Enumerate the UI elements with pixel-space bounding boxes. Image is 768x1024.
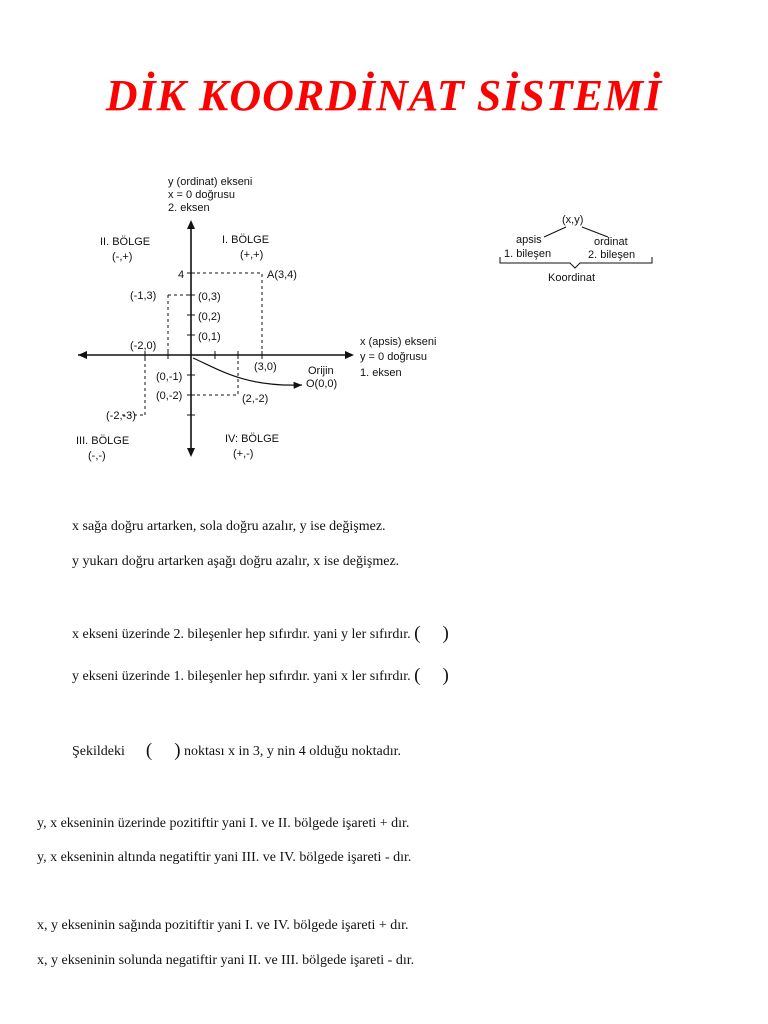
origin-label: Orijin xyxy=(308,365,334,377)
region-2-name: II. BÖLGE xyxy=(100,236,151,248)
point-3-0-label: (3,0) xyxy=(254,361,277,373)
text-line-7: y, x ekseninin altında negatiftir yani III. ve IV. bölgede işareti - dır. xyxy=(37,850,412,865)
coord-pair-label: (x,y) xyxy=(562,214,584,226)
point-0-1-label: (0,1) xyxy=(198,331,221,343)
text-line-9: x, y ekseninin solunda negatiftir yani II. ve III. bölgede işareti - dır. xyxy=(37,953,415,968)
point-2-m2-label: (2,-2) xyxy=(242,393,269,405)
x-axis-left-arrow xyxy=(78,351,87,359)
region-3-name: III. BÖLGE xyxy=(76,435,130,447)
coordinate-figure-svg xyxy=(70,165,670,465)
point-0-3-label: (0,3) xyxy=(198,291,221,303)
point-m1-3-label: (-1,3) xyxy=(130,290,157,302)
coord-left-branch xyxy=(544,227,566,237)
region-3-sign: (-,-) xyxy=(88,450,106,462)
answer-blank-open-2: ( xyxy=(414,665,421,686)
region-1-name: I. BÖLGE xyxy=(222,234,270,246)
text-line-3 xyxy=(72,622,449,644)
answer-blank-close-1: ) xyxy=(442,623,449,644)
y-axis-label-3: 2. eksen xyxy=(168,202,210,214)
text-line-4 xyxy=(72,664,449,686)
text-line-5-pre: Şekildeki xyxy=(72,744,125,759)
region-1-sign: (+,+) xyxy=(240,249,264,261)
answer-blank-close-2: ) xyxy=(442,665,449,686)
answer-blank-open-3: ( xyxy=(145,740,153,761)
coord-ordinat-sub: 2. bileşen xyxy=(588,249,636,261)
coord-ordinat-label: ordinat xyxy=(594,236,628,248)
x-axis-label-2: y = 0 doğrusu xyxy=(360,351,427,363)
x-axis-right-arrow xyxy=(345,351,354,359)
text-line-3-content: x ekseni üzerinde 2. bileşenler hep sıfırdır. yani y ler sıfırdır. xyxy=(72,627,411,642)
text-line-8: x, y ekseninin sağında pozitiftir yani I. ve IV. bölgede işareti + dır. xyxy=(37,918,409,933)
y-axis-label-2: x = 0 doğrusu xyxy=(168,189,235,201)
text-line-4-content: y ekseni üzerinde 1. bileşenler hep sıfırdır. yani x ler sıfırdır. xyxy=(72,669,411,684)
y-axis-top-arrow xyxy=(187,220,195,229)
y-axis-label-1: y (ordinat) ekseni xyxy=(168,176,253,188)
x-axis-label-3: 1. eksen xyxy=(360,367,402,379)
coord-apsis-label: apsis xyxy=(516,234,542,246)
page-title: DİK KOORDİNAT SİSTEMİ xyxy=(105,71,663,120)
origin-point-label: O(0,0) xyxy=(306,378,338,390)
coord-apsis-sub: 1. bileşen xyxy=(504,248,552,260)
answer-blank-open-1: ( xyxy=(414,623,421,644)
coordinate-system-figure xyxy=(70,165,670,465)
point-0-m1-label: (0,-1) xyxy=(156,371,183,383)
region-4-name: IV: BÖLGE xyxy=(225,433,280,445)
answer-blank-close-3: ) xyxy=(174,740,181,761)
y-axis-bottom-arrow xyxy=(187,448,195,457)
text-line-2: y yukarı doğru artarken aşağı doğru azalır, x ise değişmez. xyxy=(72,554,400,569)
y-tick-label-4: 4 xyxy=(178,269,185,281)
text-line-6: y, x ekseninin üzerinde pozitiftir yani I. ve II. bölgede işareti + dır. xyxy=(37,816,410,831)
text-line-5 xyxy=(72,739,401,761)
region-2-sign: (-,+) xyxy=(112,251,133,263)
point-m2-0-label: (-2,0) xyxy=(130,340,157,352)
coord-bottom-label: Koordinat xyxy=(548,272,596,284)
point-0-2-label: (0,2) xyxy=(198,311,221,323)
x-axis-label-1: x (apsis) ekseni xyxy=(360,336,437,348)
text-line-1: x sağa doğru artarken, sola doğru azalır, y ise değişmez. xyxy=(72,519,386,534)
point-A-label: A(3,4) xyxy=(267,269,297,281)
text-line-5-post: noktası x in 3, y nin 4 olduğu noktadır. xyxy=(184,744,402,759)
origin-pointer-curve xyxy=(193,358,302,385)
point-m2-m3-label: (-2,-3) xyxy=(106,410,136,422)
region-4-sign: (+,-) xyxy=(233,448,254,460)
point-0-m2-label: (0,-2) xyxy=(156,390,183,402)
